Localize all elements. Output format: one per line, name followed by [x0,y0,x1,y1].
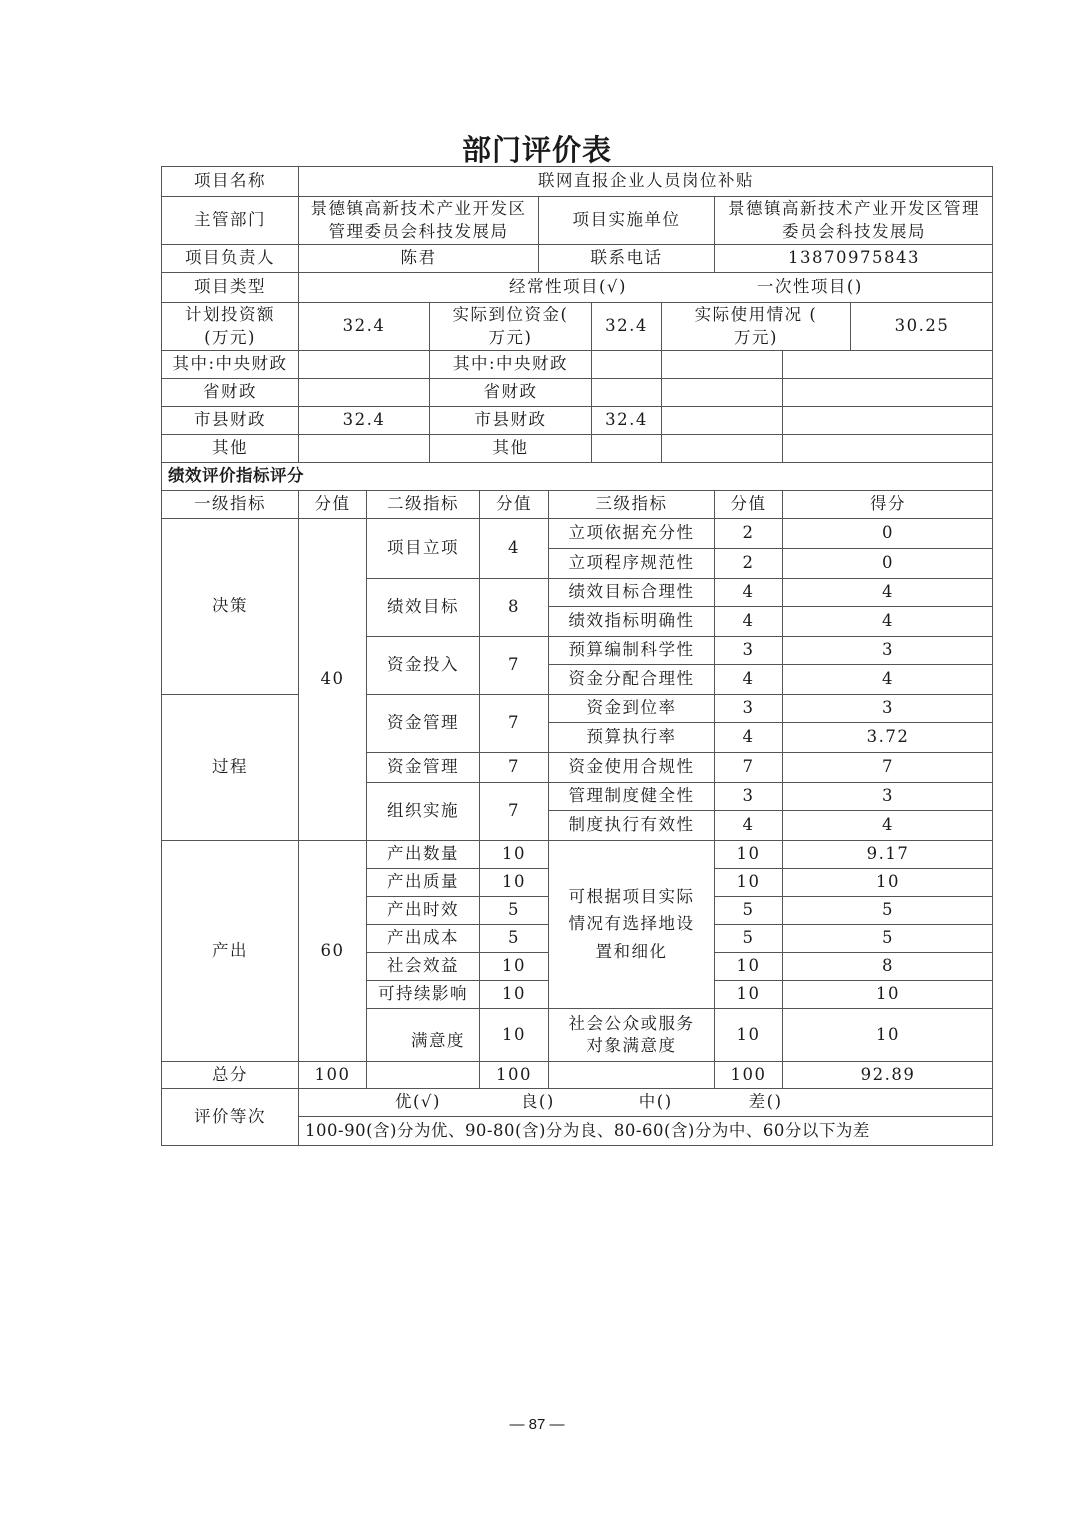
lvl3-result: 3 [782,782,993,810]
central-usage-b [782,350,993,378]
lvl2-name: 项目立项 [366,518,479,578]
output-score3: 10 [714,980,782,1008]
province-label-left: 省财政 [161,378,298,406]
project-name-value: 联网直报企业人员岗位补贴 [298,166,993,196]
lvl3-result: 0 [782,518,993,548]
total-empty-lvl3 [548,1061,714,1088]
lvl3-score: 2 [714,548,782,578]
central-actual [591,350,661,378]
total-score2: 100 [479,1061,548,1088]
lvl3-score: 4 [714,722,782,752]
lvl3-result: 4 [782,578,993,606]
lvl3-name: 预算编制科学性 [548,636,714,664]
output-note-line-1: 可根据项目实际 [568,887,695,907]
lvl2-name: 资金投入 [366,636,479,694]
other-label-left: 其他 [161,434,298,462]
lvl1-process: 过程 [161,694,298,840]
impl-line-1: 景德镇高新技术产业开发区管理 [728,199,980,219]
output-score3: 10 [714,840,782,868]
lvl3-result: 4 [782,810,993,840]
lvl3-score: 4 [714,606,782,636]
grade-rule: 100-90(含)分为优、90-80(含)分为良、80-60(含)分为中、60分以下为差 [298,1116,993,1146]
satisfaction-lvl3-line-2: 对象满意度 [586,1036,677,1055]
satisfaction-name [366,1008,479,1061]
usage-label-2: 万元) [734,327,778,347]
header-lvl1: 一级指标 [161,490,298,518]
dept-line-1: 景德镇高新技术产业开发区 [310,199,527,219]
total-score3: 100 [714,1061,782,1088]
grade-poor: 差() [748,1092,783,1112]
type-once: 一次性项目() [756,277,863,297]
lvl3-result: 0 [782,548,993,578]
impl-label: 项目实施单位 [538,196,714,244]
lvl3-score: 4 [714,578,782,606]
lvl2-score: 4 [479,518,548,578]
leader-label: 项目负责人 [161,244,298,272]
lvl3-score: 4 [714,664,782,694]
central-plan [298,350,429,378]
type-value [298,272,993,302]
header-lvl3: 三级指标 [548,490,714,518]
lvl3-name: 绩效指标明确性 [548,606,714,636]
output-score: 10 [479,952,548,980]
lvl3-name: 制度执行有效性 [548,810,714,840]
lvl3-score: 4 [714,810,782,840]
actual-label-1: 实际到位资金( [452,305,569,325]
lvl2-name: 资金管理 [366,752,479,782]
output-note-line-2: 情况有选择地设 [568,914,695,934]
phone-label: 联系电话 [538,244,714,272]
actual-label [429,302,591,350]
province-usage-b [782,378,993,406]
output-result: 10 [782,980,993,1008]
output-name: 产出质量 [366,868,479,896]
central-label-left: 其中:中央财政 [161,350,298,378]
lvl3-result: 4 [782,664,993,694]
output-note-line-3: 置和细化 [595,941,668,961]
lvl3-score: 2 [714,518,782,548]
output-name: 可持续影响 [366,980,479,1008]
header-score1: 分值 [298,490,366,518]
lvl1-score-60: 60 [298,840,366,1061]
lvl3-name: 资金分配合理性 [548,664,714,694]
satisfaction-lvl3-line-1: 社会公众或服务 [568,1013,695,1033]
lvl3-name: 管理制度健全性 [548,782,714,810]
satisfaction-score3: 10 [714,1008,782,1061]
province-actual [591,378,661,406]
output-name: 社会效益 [366,952,479,980]
lvl2-name: 组织实施 [366,782,479,840]
other-actual [591,434,661,462]
lvl3-result: 3 [782,694,993,722]
dept-line-2: 管理委员会科技发展局 [328,221,509,241]
actual-value: 32.4 [591,302,661,350]
output-score: 5 [479,896,548,924]
lvl3-result: 3.72 [782,722,993,752]
other-usage-a [661,434,782,462]
lvl3-score: 3 [714,636,782,664]
central-usage-a [661,350,782,378]
lvl2-name: 资金管理 [366,694,479,752]
impl-line-2: 委员会科技发展局 [782,221,926,241]
grade-label: 评价等次 [161,1088,298,1146]
output-name: 产出时效 [366,896,479,924]
lvl3-score: 3 [714,782,782,810]
page-number: — 87 — [509,1416,565,1433]
lvl1-output: 产出 [161,840,298,1061]
output-name: 产出成本 [366,924,479,952]
county-label-right: 市县财政 [429,406,591,434]
output-score3: 5 [714,896,782,924]
lvl3-result: 7 [782,752,993,782]
header-score3: 分值 [714,490,782,518]
type-regular: 经常性项目(√) [509,277,627,297]
satisfaction-result: 10 [782,1008,993,1061]
other-label-right: 其他 [429,434,591,462]
output-name: 产出数量 [366,840,479,868]
output-score: 10 [479,840,548,868]
lvl2-score: 7 [479,752,548,782]
lvl2-name: 绩效目标 [366,578,479,636]
usage-value: 30.25 [850,302,993,350]
lvl1-decision: 决策 [161,518,298,694]
grade-excellent: 优(√) [395,1092,441,1112]
output-score3: 10 [714,952,782,980]
grade-medium: 中() [638,1092,673,1112]
total-empty-lvl2 [366,1061,479,1088]
output-score: 10 [479,980,548,1008]
header-score2: 分值 [479,490,548,518]
usage-label [661,302,850,350]
lvl3-score: 7 [714,752,782,782]
output-score3: 5 [714,924,782,952]
lvl3-result: 4 [782,606,993,636]
output-score: 10 [479,868,548,896]
lvl3-result: 3 [782,636,993,664]
total-label: 总分 [161,1061,298,1088]
dept-value [298,196,538,244]
county-plan: 32.4 [298,406,429,434]
county-usage-b [782,406,993,434]
lvl2-score: 7 [479,694,548,752]
lvl2-score: 7 [479,636,548,694]
total-score1: 100 [298,1061,366,1088]
lvl3-name: 资金到位率 [548,694,714,722]
plan-label [161,302,298,350]
leader-value: 陈君 [298,244,538,272]
output-result: 5 [782,924,993,952]
type-label: 项目类型 [161,272,298,302]
plan-label-1: 计划投资额 [185,305,275,325]
lvl3-name: 资金使用合规性 [548,752,714,782]
lvl3-score: 3 [714,694,782,722]
satisfaction-score: 10 [479,1008,548,1061]
grade-options [298,1088,993,1116]
output-result: 8 [782,952,993,980]
output-score3: 10 [714,868,782,896]
output-score: 5 [479,924,548,952]
lvl3-name: 绩效目标合理性 [548,578,714,606]
output-result: 5 [782,896,993,924]
dept-label: 主管部门 [161,196,298,244]
lvl2-score: 7 [479,782,548,840]
grade-good: 良() [520,1092,555,1112]
county-label-left: 市县财政 [161,406,298,434]
evaluation-table [161,166,993,1146]
phone-value: 13870975843 [714,244,993,272]
output-result: 9.17 [782,840,993,868]
satisfaction-name-text: 满意度 [411,1030,465,1050]
province-plan [298,378,429,406]
county-actual: 32.4 [591,406,661,434]
other-usage-b [782,434,993,462]
header-result: 得分 [782,490,993,518]
province-usage-a [661,378,782,406]
plan-label-2: (万元) [204,327,256,347]
county-usage-a [661,406,782,434]
project-name-label: 项目名称 [161,166,298,196]
total-result: 92.89 [782,1061,993,1088]
output-note [548,840,714,1008]
plan-value: 32.4 [298,302,429,350]
output-result: 10 [782,868,993,896]
lvl3-name: 立项依据充分性 [548,518,714,548]
usage-label-1: 实际使用情况 ( [694,305,818,325]
lvl3-name: 立项程序规范性 [548,548,714,578]
section-title: 绩效评价指标评分 [161,462,993,490]
satisfaction-lvl3 [548,1008,714,1061]
province-label-right: 省财政 [429,378,591,406]
header-lvl2: 二级指标 [366,490,479,518]
lvl3-name: 预算执行率 [548,722,714,752]
other-plan [298,434,429,462]
actual-label-2: 万元) [488,327,533,347]
lvl1-score-40: 40 [298,518,366,840]
page-title: 部门评价表 [461,133,612,167]
central-label-right: 其中:中央财政 [429,350,591,378]
lvl2-score: 8 [479,578,548,636]
impl-value [714,196,993,244]
